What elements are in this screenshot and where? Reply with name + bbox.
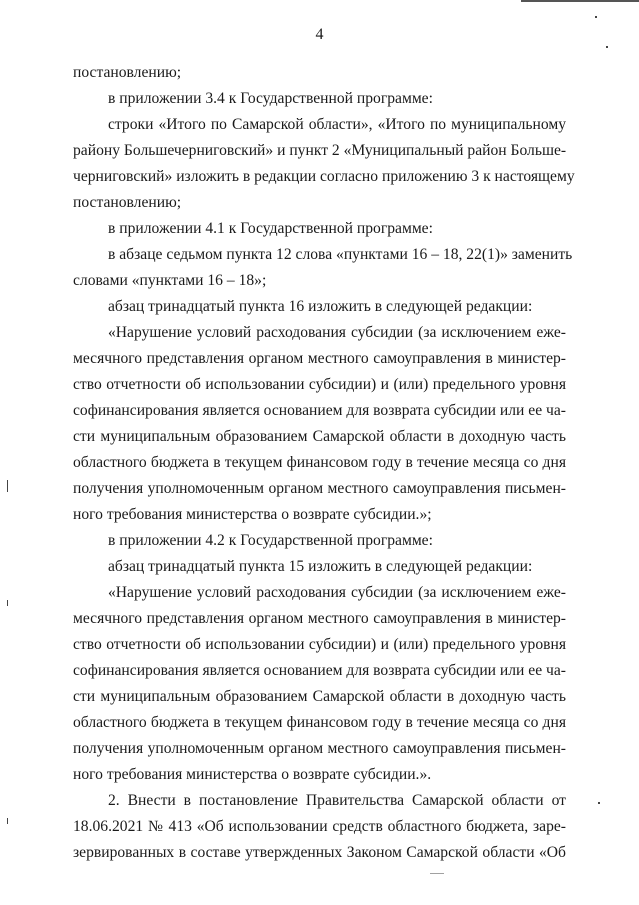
- scan-speck: [7, 600, 8, 606]
- text-line: словами «пунктами 16 – 18»;: [73, 272, 267, 289]
- text-line: «Нарушение условий расходования субсидии (за исключением еже-: [108, 584, 566, 601]
- text-line: софинансирования является основанием для возврата субсидии или ее ча-: [73, 402, 566, 419]
- text-line: ство отчетности об использовании субсидии) и (или) предельного уровня: [73, 376, 566, 393]
- scan-speck: [598, 802, 600, 804]
- text-line: в абзаце седьмом пункта 12 слова «пунктами 16 – 18, 22(1)» заменить: [108, 246, 573, 263]
- text-line: в приложении 4.1 к Государственной программе:: [108, 220, 433, 237]
- text-line: получения уполномоченным органом местного самоуправления письмен-: [73, 740, 566, 757]
- scan-speck: [7, 480, 8, 492]
- text-line: софинансирования является основанием для возврата субсидии или ее ча-: [73, 662, 566, 679]
- text-line: 18.06.2021 № 413 «Об использовании средств областного бюджета, заре-: [73, 818, 566, 835]
- scan-speck: [7, 818, 8, 824]
- text-line: сти муниципальным образованием Самарской области в доходную часть: [73, 688, 566, 705]
- text-line: абзац тринадцатый пункта 16 изложить в следующей редакции:: [108, 298, 533, 315]
- text-line: в приложении 3.4 к Государственной программе:: [108, 90, 433, 107]
- text-line: черниговский» изложить в редакции согласно приложению 3 к настоящему: [73, 168, 575, 185]
- text-line: зервированных в составе утвержденных Законом Самарской области «Об: [73, 844, 566, 861]
- text-line: «Нарушение условий расходования субсидии (за исключением еже-: [108, 324, 566, 341]
- text-line: району Большечерниговский» и пункт 2 «Муниципальный район Больше-: [73, 142, 567, 159]
- text-line: областного бюджета в текущем финансовом году в течение месяца со дня: [73, 714, 566, 731]
- text-line: областного бюджета в текущем финансовом году в течение месяца со дня: [73, 454, 566, 471]
- scan-border-line: [521, 0, 639, 2]
- text-line: постановлению;: [73, 194, 182, 211]
- text-line: ного требования министерства о возврате субсидии.»;: [73, 506, 432, 523]
- scan-speck: [595, 16, 597, 18]
- text-line: сти муниципальным образованием Самарской области в доходную часть: [73, 428, 566, 445]
- text-line: месячного представления органом местного самоуправления в министер-: [73, 610, 566, 627]
- page-number: 4: [315, 26, 324, 43]
- text-line: абзац тринадцатый пункта 15 изложить в следующей редакции:: [108, 558, 533, 575]
- document-body: [73, 60, 575, 866]
- text-line: в приложении 4.2 к Государственной программе:: [108, 532, 433, 549]
- text-line: ство отчетности об использовании субсидии) и (или) предельного уровня: [73, 636, 566, 653]
- text-line: ного требования министерства о возврате субсидии.».: [73, 766, 432, 783]
- text-line: получения уполномоченным органом местного самоуправления письмен-: [73, 480, 566, 497]
- text-line: месячного представления органом местного самоуправления в министер-: [73, 350, 566, 367]
- text-line: 2. Внести в постановление Правительства Самарской области от: [108, 792, 566, 809]
- scan-speck: [606, 46, 608, 48]
- scan-speck: [430, 873, 444, 874]
- text-line: строки «Итого по Самарской области», «Итого по муниципальному: [108, 116, 566, 133]
- text-line: постановлению;: [73, 64, 182, 81]
